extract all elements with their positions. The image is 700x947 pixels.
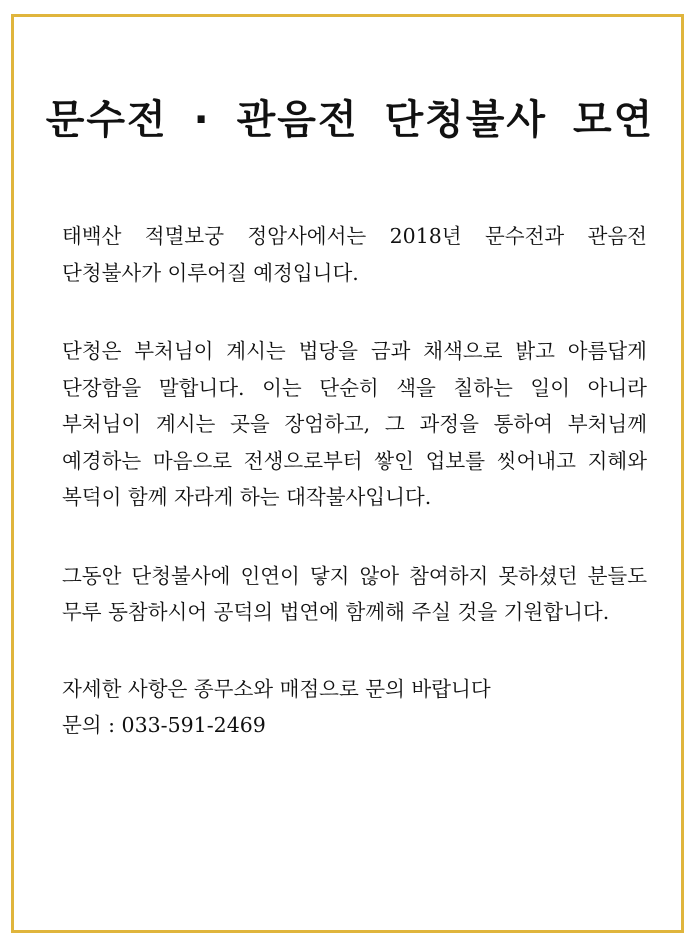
paragraph-invitation: 그동안 단청불사에 인연이 닿지 않아 참여하지 못하셨던 분들도 무루 동참하시어 공덕의 법연에 함께해 주실 것을 기원합니다. <box>62 563 647 624</box>
contact-phone: 문의 : 033-591-2469 <box>62 713 266 737</box>
closing-inquiry-note: 자세한 사항은 종무소와 매점으로 문의 바랍니다 <box>62 676 491 701</box>
paragraph-schedule: 태백산 적멸보궁 정암사에서는 2018년 문수전과 관음전 단청불사가 이루어질 예정입니다. <box>62 224 647 285</box>
notice-title: 문수전 · 관음전 단청불사 모연 <box>45 97 655 143</box>
paragraph-dancheong-meaning: 단청은 부처님이 계시는 법당을 금과 채색으로 밝고 아름답게 단장함을 말합니다. 이는 단순히 색을 칠하는 일이 아니라 부처님이 계시는 곳을 장엄하고, 그 과정을 통하여 부처님께 예경하는 마음으로 전생으로부터 쌓인 업보를 씻어내고 지혜와 복덕이 함께 자라게 하는 대작불사입니다. <box>62 339 647 509</box>
notice-body <box>62 218 647 744</box>
